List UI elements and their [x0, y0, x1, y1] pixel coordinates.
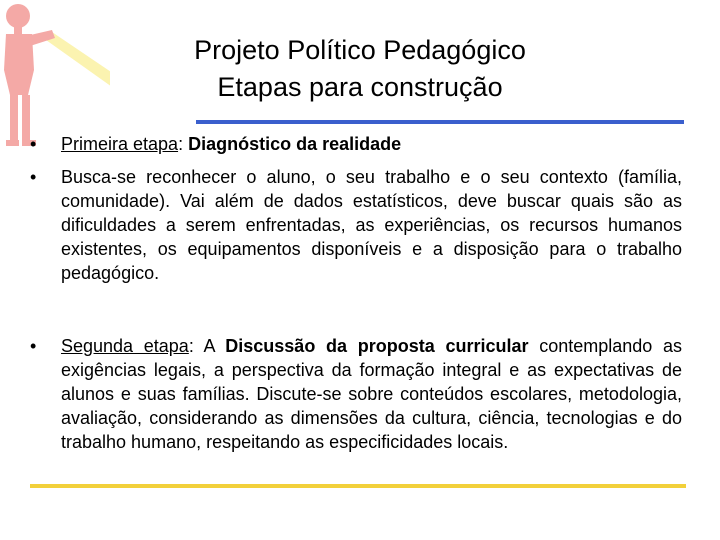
- list-item-description: Busca-se reconhecer o aluno, o seu trabalho e o seu contexto (família, comunidade). Vai além de dados estatísticos, deve buscar quais são as dificuldades a serem enfrentadas, as experiências, os recursos humanos existentes, os equipamentos disponíveis e a disposição para o trabalho pedagógico.: [61, 167, 682, 283]
- second-stage-heading: Discussão da proposta curricular: [225, 336, 529, 356]
- second-stage-text: contemplando as exigências legais, a perspectiva da formação integral e as expectativas de alunos e suas famílias. Discute-se sobre conteúdos escolares, metodologia, avaliação, considerando as dimensões da cultura, ciência, tecnologias e do trabalho humano, respeitando as especificidades locais.: [61, 336, 682, 452]
- title-divider: [196, 120, 684, 124]
- bullet-marker: •: [30, 336, 37, 356]
- second-stage-label: Segunda etapa: [61, 336, 189, 356]
- title-line-2: Etapas para construção: [217, 72, 503, 102]
- bottom-divider: [30, 484, 686, 488]
- first-stage-heading: Diagnóstico da realidade: [188, 134, 402, 154]
- bullet-marker: •: [30, 167, 37, 187]
- first-stage-label: Primeira etapa: [61, 134, 179, 154]
- second-stage-separator: : A: [188, 336, 226, 356]
- bullet-marker: •: [30, 134, 37, 154]
- person-pointing-icon: [0, 0, 110, 150]
- list-item-second-stage: [61, 334, 682, 454]
- title-line-1: Projeto Político Pedagógico: [194, 35, 526, 65]
- page-title: [140, 32, 580, 106]
- list-item-first-stage: [61, 132, 682, 156]
- first-stage-separator: :: [178, 134, 189, 154]
